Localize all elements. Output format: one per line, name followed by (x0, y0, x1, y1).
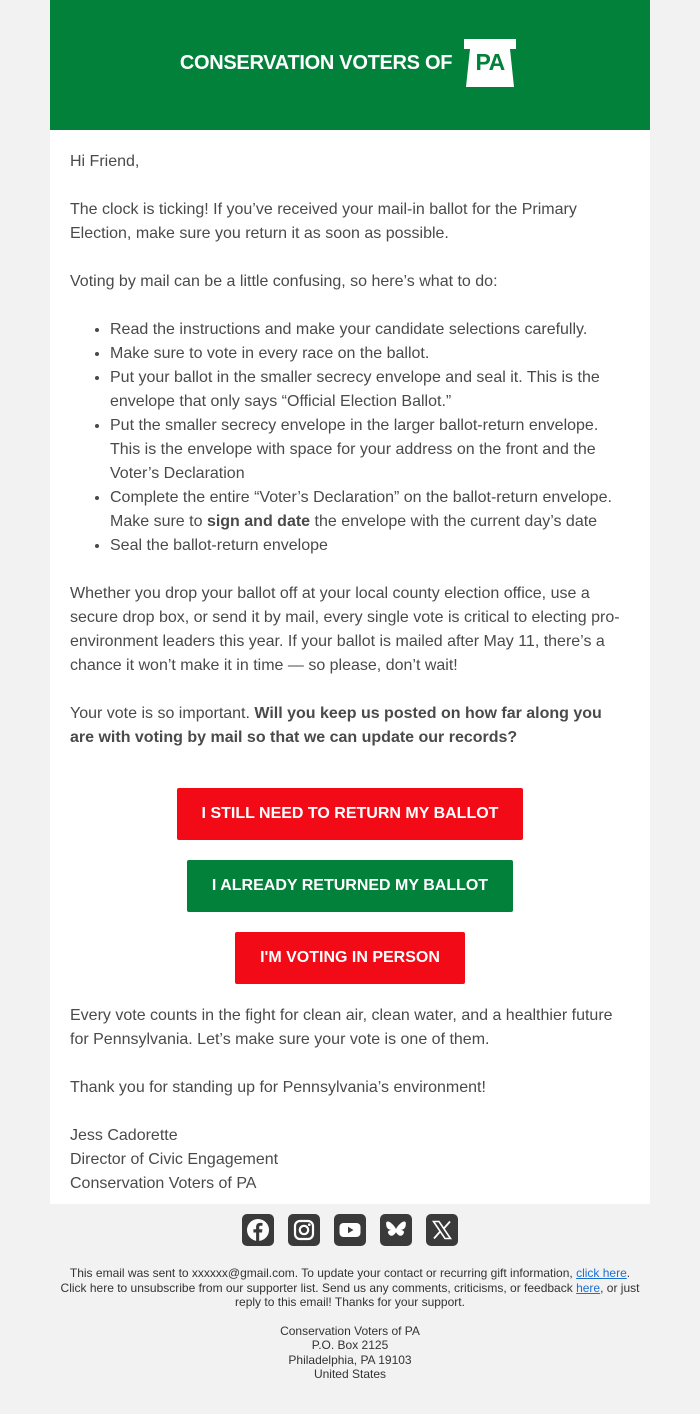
update-contact-link[interactable]: click here (576, 1266, 627, 1280)
signature-title: Director of Civic Engagement (70, 1151, 279, 1168)
voting-steps-list (70, 318, 630, 558)
email-footer (50, 1266, 650, 1382)
email-container (50, 0, 650, 1396)
signature (70, 1124, 630, 1196)
step-bold-text: sign and date (206, 513, 311, 530)
feedback-link[interactable]: here (576, 1280, 601, 1295)
x-icon[interactable] (426, 1214, 458, 1246)
signature-org: Conservation Voters of PA (70, 1175, 257, 1192)
cvpa-logo[interactable] (180, 37, 520, 89)
cta-buttons (70, 788, 630, 984)
ask-bold-text: Will you keep us posted on how far along you are with voting by mail so that we can update our records? (70, 705, 602, 746)
list-item: • Seal the ballot-return envelope (110, 534, 630, 558)
mailing-address (60, 1324, 640, 1382)
footer-unsubscribe-text: Click here to unsubscribe from our supporter list. Send us any comments, criticisms, or feedback (60, 1280, 577, 1295)
footer-notice (60, 1266, 640, 1310)
step-text: the envelope with the current day’s date (310, 513, 598, 530)
bluesky-icon[interactable] (380, 1214, 412, 1246)
footer-text: . (626, 1266, 631, 1280)
email-body (50, 130, 650, 1204)
intro-paragraph: The clock is ticking! If you’ve received your mail-in ballot for the Primary Election, make sure you return it as soon as possible. (70, 201, 577, 242)
list-item: • Put your ballot in the smaller secrecy envelope and seal it. This is the envelope that only says “Official Election Ballot.” (110, 366, 630, 414)
ask-paragraph (70, 702, 630, 750)
deadline-paragraph: Whether you drop your ballot off at your local county election office, use a secure drop box, or send it by mail, every single vote is critical to electing pro-environment leaders this year. If your ballot is mailed after May 11, there’s a chance it won’t make it in time — so please, don’t wait! (70, 585, 620, 674)
greeting: Hi Friend, (70, 153, 140, 170)
footer-sent-to-text: This email was sent to xxxxxx@gmail.com. To update your contact or recurring gift information, (69, 1266, 577, 1280)
facebook-icon[interactable] (242, 1214, 274, 1246)
address-org: Conservation Voters of PA (280, 1323, 420, 1338)
instructions-intro: Voting by mail can be a little confusing, so here’s what to do: (70, 273, 498, 290)
still-need-to-return-button[interactable]: I STILL NEED TO RETURN MY BALLOT (177, 788, 523, 840)
instagram-icon[interactable] (288, 1214, 320, 1246)
thank-you-paragraph: Thank you for standing up for Pennsylvania’s environment! (70, 1079, 486, 1096)
signature-name: Jess Cadorette (70, 1127, 178, 1144)
list-item: • Read the instructions and make your candidate selections carefully. (110, 318, 630, 342)
list-item (110, 486, 630, 534)
voting-in-person-button[interactable]: I'M VOTING IN PERSON (235, 932, 465, 984)
already-returned-button[interactable]: I ALREADY RETURNED MY BALLOT (187, 860, 513, 912)
address-country: United States (313, 1367, 387, 1381)
list-item: • Put the smaller secrecy envelope in the larger ballot-return envelope. This is the envelope with space for your address on the front and the Voter’s Declaration (110, 414, 630, 486)
social-links (50, 1214, 650, 1246)
address-city: Philadelphia, PA 19103 (288, 1352, 412, 1367)
youtube-icon[interactable] (334, 1214, 366, 1246)
closing-paragraph: Every vote counts in the fight for clean air, clean water, and a healthier future for Pennsylvania. Let’s make sure your vote is one of them. (70, 1007, 613, 1048)
footer-text: , or just reply to this email! Thanks for your support. (235, 1280, 640, 1309)
step-text: Complete the entire “Voter’s Declaration” on the ballot-return envelope. Make sure to (110, 489, 612, 530)
ask-text: Your vote is so important. (70, 705, 255, 722)
list-item: • Make sure to vote in every race on the ballot. (110, 342, 630, 366)
logo-text: CONSERVATION VOTERS OF (179, 51, 453, 74)
email-header (50, 0, 650, 130)
keystone-icon (460, 37, 520, 89)
logo-badge: PA (475, 49, 505, 75)
address-box: P.O. Box 2125 (311, 1338, 389, 1352)
